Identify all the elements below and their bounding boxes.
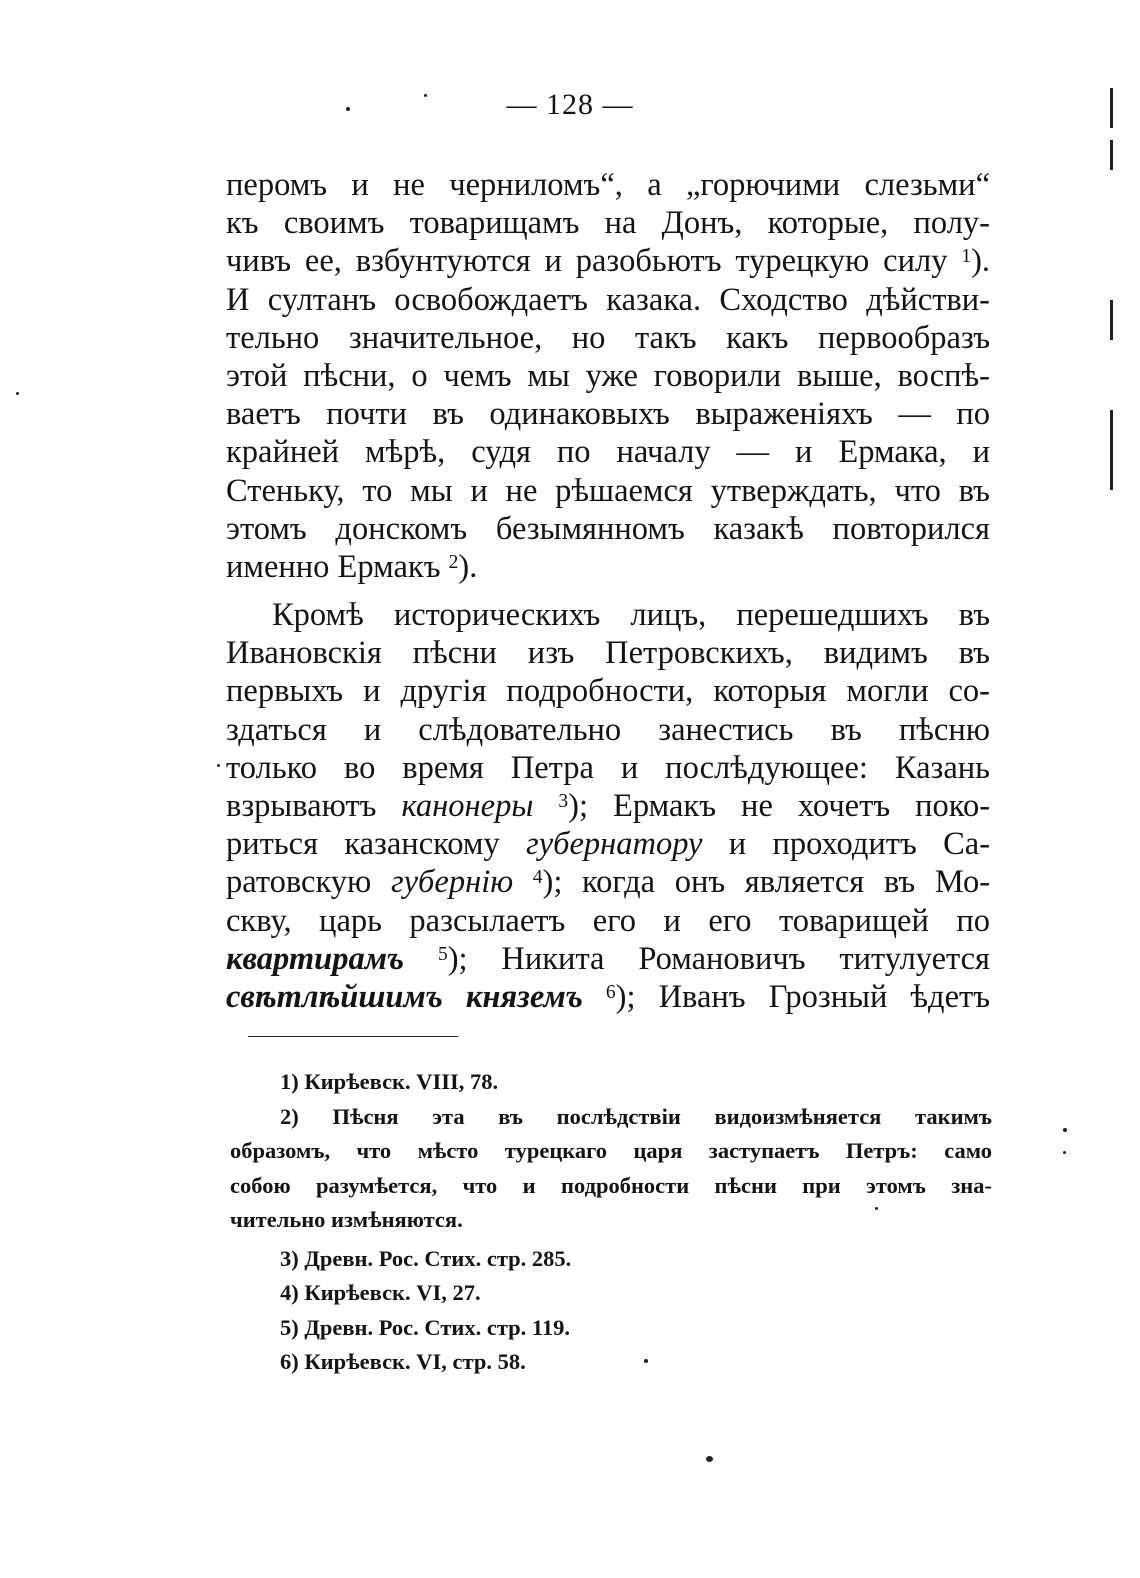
- text-segment: и проходитъ Са-: [728, 826, 991, 863]
- text-line: здаться и слѣдовательно занестись въ пѣсню: [226, 711, 990, 748]
- footnote-ref-3: 3: [558, 791, 569, 812]
- text-line: [226, 242, 990, 280]
- footnotes: [230, 1065, 992, 1380]
- text-line: [226, 978, 990, 1016]
- text-line: къ своимъ товарищамъ на Донъ, которые, полу-: [226, 205, 990, 242]
- text-segment: ).: [971, 243, 991, 280]
- text-segment: ратовскую: [226, 864, 372, 901]
- footnote-ref-6: 6: [605, 981, 616, 1003]
- footnote-ref-2: 2: [448, 551, 459, 573]
- text-line: [226, 863, 990, 901]
- text-line: только во время Петра и послѣдующее: Казань: [226, 749, 990, 786]
- footnote-ref-5: 5: [437, 943, 448, 965]
- footnote-divider: [248, 1036, 458, 1037]
- text-segment: ).: [458, 548, 478, 585]
- text-line: [226, 787, 990, 825]
- text-line: крайней мѣрѣ, судя по началу — и Ермака, и: [226, 434, 990, 471]
- scan-edge-mark: [1110, 88, 1113, 128]
- scan-edge-mark: [1110, 410, 1113, 490]
- paragraph-2: [226, 596, 990, 1016]
- text-line: [226, 940, 990, 978]
- scan-speck: [706, 1456, 713, 1462]
- scan-speck: [16, 392, 19, 395]
- footnote-2-line: чительно измѣняются.: [230, 1207, 463, 1232]
- text-segment: риться казанскому: [226, 826, 500, 863]
- italic-term: свѣтлѣйшимъ княземъ: [226, 978, 583, 1015]
- scan-edge-mark: [1110, 140, 1113, 170]
- footnote-2-line: образомъ, что мѣсто турецкаго царя заступаетъ Петръ: само: [230, 1138, 992, 1163]
- text-segment: взрываютъ: [226, 788, 377, 824]
- text-segment: чивъ ее, взбунтуются и разобьютъ турецкую силу: [226, 243, 948, 280]
- text-line: Кромѣ историческихъ лицъ, перешедшихъ въ: [272, 597, 990, 634]
- main-text: [226, 166, 990, 1016]
- italic-term: канонеры: [401, 788, 534, 824]
- paragraph-1: [226, 166, 990, 586]
- text-line: тельно значительное, но такъ какъ первообразъ: [226, 319, 990, 356]
- footnote-4: 4) Кирѣевск. VI, 27.: [280, 1280, 481, 1305]
- scan-speck: [217, 764, 220, 767]
- text-line: первыхъ и другія подробности, которыя могли со-: [226, 673, 990, 710]
- scan-speck: [1063, 1128, 1067, 1132]
- text-segment: ); когда онъ является въ Мо-: [542, 864, 991, 901]
- text-line: Ивановскія пѣсни изъ Петровскихъ, видимъ въ: [226, 635, 990, 672]
- scan-speck: [424, 94, 427, 97]
- italic-term: губернію: [390, 864, 514, 901]
- text-line: [226, 825, 990, 863]
- text-line: этомъ донскомъ безымянномъ казакѣ повторился: [226, 510, 990, 547]
- scan-speck: [346, 107, 350, 111]
- text-segment: ); Ермакъ не хочетъ поко-: [568, 788, 991, 824]
- footnote-5: 5) Древн. Рос. Стих. стр. 119.: [280, 1314, 571, 1340]
- italic-term: квартирамъ: [226, 940, 405, 977]
- scan-edge-mark: [1110, 300, 1113, 340]
- text-line: скву, царь разсылаетъ его и его товарищей по: [226, 902, 990, 939]
- footnote-ref-4: 4: [532, 867, 543, 889]
- text-line: Стеньку, то мы и не рѣшаемся утверждать, что въ: [226, 472, 990, 509]
- footnote-3: 3) Древн. Рос. Стих. стр. 285.: [280, 1245, 572, 1271]
- text-segment: ); Никита Романовичъ титулуется: [447, 940, 991, 977]
- text-segment: ); Иванъ Грозный ѣдетъ: [615, 978, 991, 1015]
- text-line: перомъ и не черниломъ“, а „горючими слезьми“: [226, 167, 990, 203]
- text-segment: именно Ермакъ: [226, 548, 441, 585]
- page-number: — 128 —: [506, 88, 634, 121]
- text-line: ваетъ почти въ одинаковыхъ выраженіяхъ — по: [226, 396, 990, 433]
- footnote-ref-1: 1: [961, 246, 972, 268]
- footnote-1: 1) Кирѣевск. VIII, 78.: [280, 1069, 499, 1094]
- text-line: [226, 548, 990, 586]
- footnote-6: 6) Кирѣевск. VI, стр. 58.: [280, 1349, 526, 1374]
- scan-speck: [644, 1359, 648, 1363]
- footnote-2-line: 2) Пѣсня эта въ послѣдствіи видоизмѣняется такимъ: [280, 1103, 992, 1129]
- text-line: И султанъ освобождаетъ казака. Сходство дѣйстви-: [226, 281, 990, 318]
- scan-speck: [1063, 1151, 1066, 1154]
- footnote-2-line: собою разумѣется, что и подробности пѣсни при этомъ зна-: [230, 1172, 992, 1198]
- text-line: этой пѣсни, о чемъ мы уже говорили выше, воспѣ-: [226, 357, 990, 394]
- scan-speck: [875, 1207, 878, 1210]
- italic-term: губернатору: [526, 826, 703, 863]
